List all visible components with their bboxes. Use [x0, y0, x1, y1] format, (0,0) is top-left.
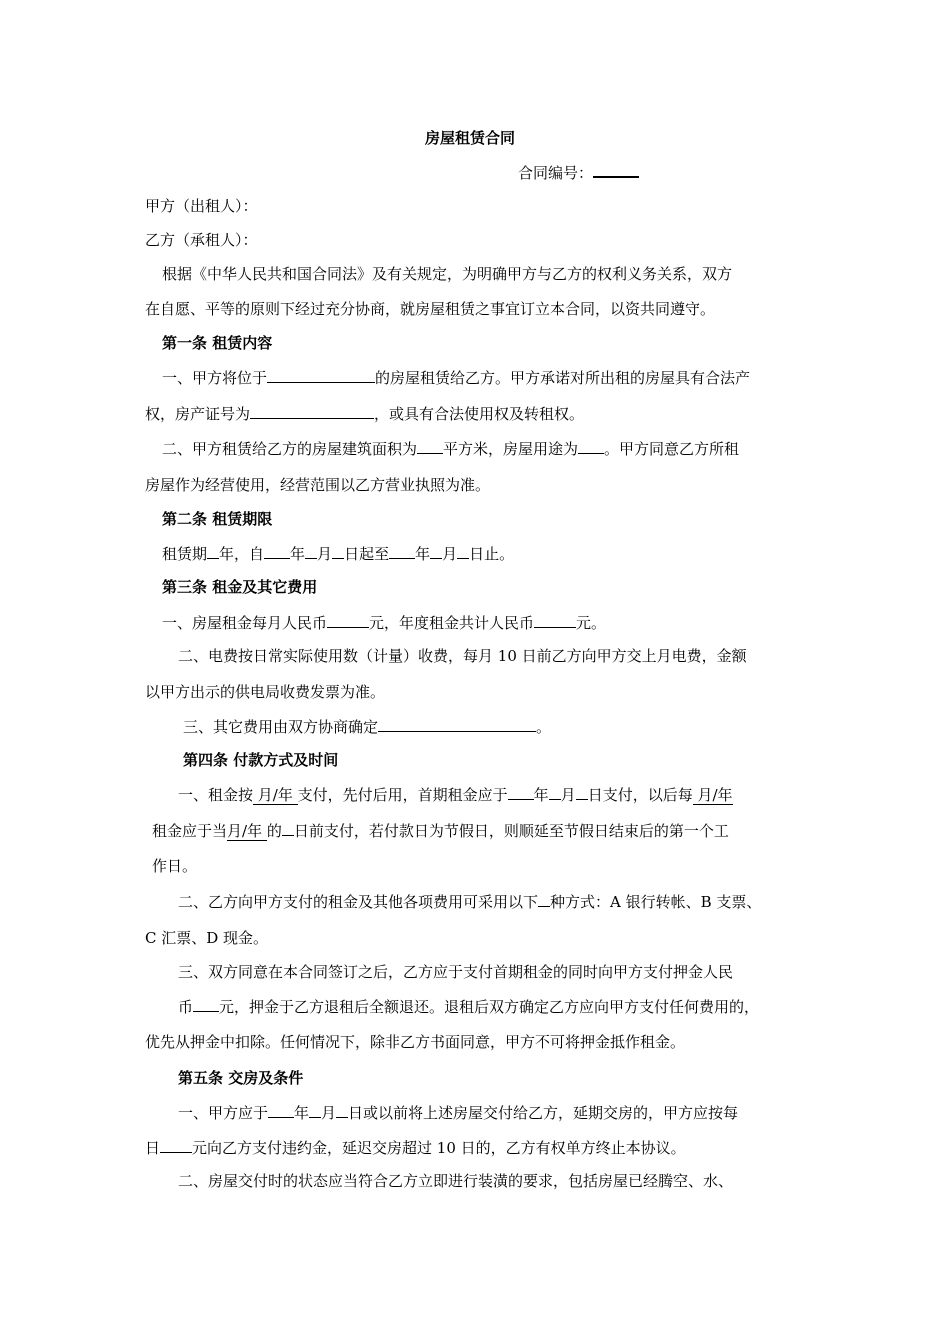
handover-day-blank: [336, 1102, 348, 1118]
text-segment: 。: [536, 718, 552, 736]
article-2-term-line: [162, 543, 514, 564]
article-3-clause-1: [162, 612, 606, 633]
text-segment: 的房屋租赁给乙方。甲方承诺对所出租的房屋具有合法产: [375, 369, 751, 387]
text-segment: 日或以前将上述房屋交付给乙方，延期交房的，甲方应按每: [348, 1104, 739, 1122]
first-pay-month-blank: [549, 784, 561, 800]
text-segment: 元。: [576, 614, 607, 632]
text-segment: 二、甲方租赁给乙方的房屋建筑面积为: [162, 440, 418, 458]
text-segment: 月: [317, 545, 333, 563]
text-segment: 月/年: [227, 822, 263, 840]
article-4-clause-1-line-2: [152, 820, 729, 841]
text-segment: 。甲方同意乙方所租: [604, 440, 740, 458]
preamble-line-1: 根据《中华人民共和国合同法》及有关规定，为明确甲方与乙方的权利义务关系，双方: [162, 265, 733, 283]
text-segment: 租赁期: [162, 545, 208, 563]
article-3-clause-3: [183, 716, 551, 737]
text-segment: 日前支付，若付款日为节假日，则顺延至节假日结束后的第一个工: [293, 822, 729, 840]
article-4-clause-3-line-2: [178, 996, 759, 1017]
first-pay-day-blank: [576, 784, 588, 800]
text-segment: 日止。: [469, 545, 515, 563]
area-blank: [417, 438, 443, 454]
deposit-blank: [193, 996, 219, 1012]
start-month-blank: [305, 543, 317, 559]
article-5-clause-2-line-1: 二、房屋交付时的状态应当符合乙方立即进行装潢的要求，包括房屋已经腾空、水、: [178, 1172, 734, 1190]
text-segment: 月: [560, 786, 576, 804]
text-segment: 元，年度租金共计人民币: [369, 614, 535, 632]
article-4-clause-2-line-2: C 汇票、D 现金。: [145, 929, 269, 947]
usage-blank: [578, 438, 604, 454]
current-unit: [227, 822, 267, 841]
text-segment: 日: [145, 1139, 161, 1157]
article-5-clause-1-line-2: [145, 1137, 686, 1158]
handover-year-blank: [268, 1102, 294, 1118]
article-4-clause-1-line-3: 作日。: [152, 857, 198, 875]
article-5-heading: 第五条 交房及条件: [178, 1069, 304, 1087]
article-5-clause-1-line-1: [178, 1102, 738, 1123]
article-1-clause-2-line-1: [162, 438, 739, 459]
text-segment: ，或具有合法使用权及转租权。: [374, 405, 585, 423]
text-segment: 种方式：A 银行转帐、B 支票、: [550, 893, 762, 911]
text-segment: 支付，先付后用，首期租金应于: [297, 786, 508, 804]
text-segment: 租金应于当: [152, 822, 228, 840]
article-3-clause-2-line-1: 二、电费按日常实际使用数（计量）收费，每月 10 日前乙方向甲方交上月电费，金额: [178, 647, 747, 665]
text-segment: 月: [321, 1104, 337, 1122]
text-segment: 币: [178, 998, 194, 1016]
text-segment: 的: [266, 822, 282, 840]
text-segment: 年: [294, 1104, 310, 1122]
due-day-blank: [282, 820, 294, 836]
payment-unit: [253, 786, 298, 805]
end-day-blank: [457, 543, 469, 559]
text-segment: 年，自: [219, 545, 265, 563]
monthly-rent-blank: [327, 612, 369, 628]
payment-methods-blank: [538, 891, 550, 907]
text-segment: 月/年: [697, 786, 733, 804]
end-year-blank: [389, 543, 415, 559]
article-2-heading: 第二条 租赁期限: [162, 510, 273, 528]
article-4-clause-1-line-1: [178, 784, 733, 805]
article-1-clause-2-line-2: 房屋作为经营使用，经营范围以乙方营业执照为准。: [145, 476, 491, 494]
end-month-blank: [430, 543, 442, 559]
text-segment: 一、房屋租金每月人民币: [162, 614, 328, 632]
other-fees-blank: [378, 716, 536, 732]
article-1-heading: 第一条 租赁内容: [162, 334, 273, 352]
text-segment: 元，押金于乙方退租后全额退还。退租后双方确定乙方应向甲方支付任何费用的，: [219, 998, 760, 1016]
annual-rent-blank: [534, 612, 576, 628]
party-b-line: 乙方（承租人）：: [145, 231, 258, 249]
text-segment: 一、甲方应于: [178, 1104, 269, 1122]
text-segment: 一、甲方将位于: [162, 369, 268, 387]
property-cert-blank: [250, 403, 374, 419]
text-segment: 年: [533, 786, 549, 804]
text-segment: 二、乙方向甲方支付的租金及其他各项费用可采用以下: [178, 893, 539, 911]
article-4-clause-3-line-1: 三、双方同意在本合同签订之后，乙方应于支付首期租金的同时向甲方支付押金人民: [178, 963, 734, 981]
text-segment: 三、其它费用由双方协商确定: [183, 718, 379, 736]
article-1-clause-1-line-1: [162, 367, 750, 388]
text-segment: 元向乙方支付违约金，延迟交房超过 10 日的，乙方有权单方终止本协议。: [192, 1139, 686, 1157]
article-4-clause-3-line-3: 优先从押金中扣除。任何情况下，除非乙方书面同意，甲方不可将押金抵作租金。: [145, 1033, 686, 1051]
text-segment: 日起至: [344, 545, 390, 563]
text-segment: 日支付，以后每: [587, 786, 693, 804]
preamble-line-2: 在自愿、平等的原则下经过充分协商，就房屋租赁之事宜订立本合同，以资共同遵守。: [145, 300, 716, 318]
text-segment: 权，房产证号为: [145, 405, 251, 423]
contract-number-label: 合同编号：: [518, 164, 594, 182]
document-title: 房屋租赁合同: [425, 129, 516, 147]
text-segment: 月/年: [257, 786, 293, 804]
contract-number-blank: [593, 162, 639, 178]
term-years-blank: [207, 543, 219, 559]
text-segment: 月: [442, 545, 458, 563]
text-segment: 年: [290, 545, 306, 563]
first-pay-year-blank: [508, 784, 534, 800]
subsequent-unit: [693, 786, 733, 805]
text-segment: 平方米，房屋用途为: [443, 440, 579, 458]
party-a-line: 甲方（出租人）：: [145, 197, 258, 215]
handover-month-blank: [309, 1102, 321, 1118]
article-1-clause-1-line-2: [145, 403, 584, 424]
article-3-heading: 第三条 租金及其它费用: [162, 578, 318, 596]
article-3-clause-2-line-2: 以甲方出示的供电局收费发票为准。: [145, 683, 386, 701]
article-4-heading: 第四条 付款方式及时间: [183, 751, 339, 769]
penalty-blank: [160, 1137, 192, 1153]
contract-number: [518, 162, 639, 183]
text-segment: 一、租金按: [178, 786, 254, 804]
article-4-clause-2-line-1: [178, 891, 761, 912]
start-year-blank: [264, 543, 290, 559]
location-blank: [267, 367, 375, 383]
text-segment: 年: [415, 545, 431, 563]
start-day-blank: [332, 543, 344, 559]
